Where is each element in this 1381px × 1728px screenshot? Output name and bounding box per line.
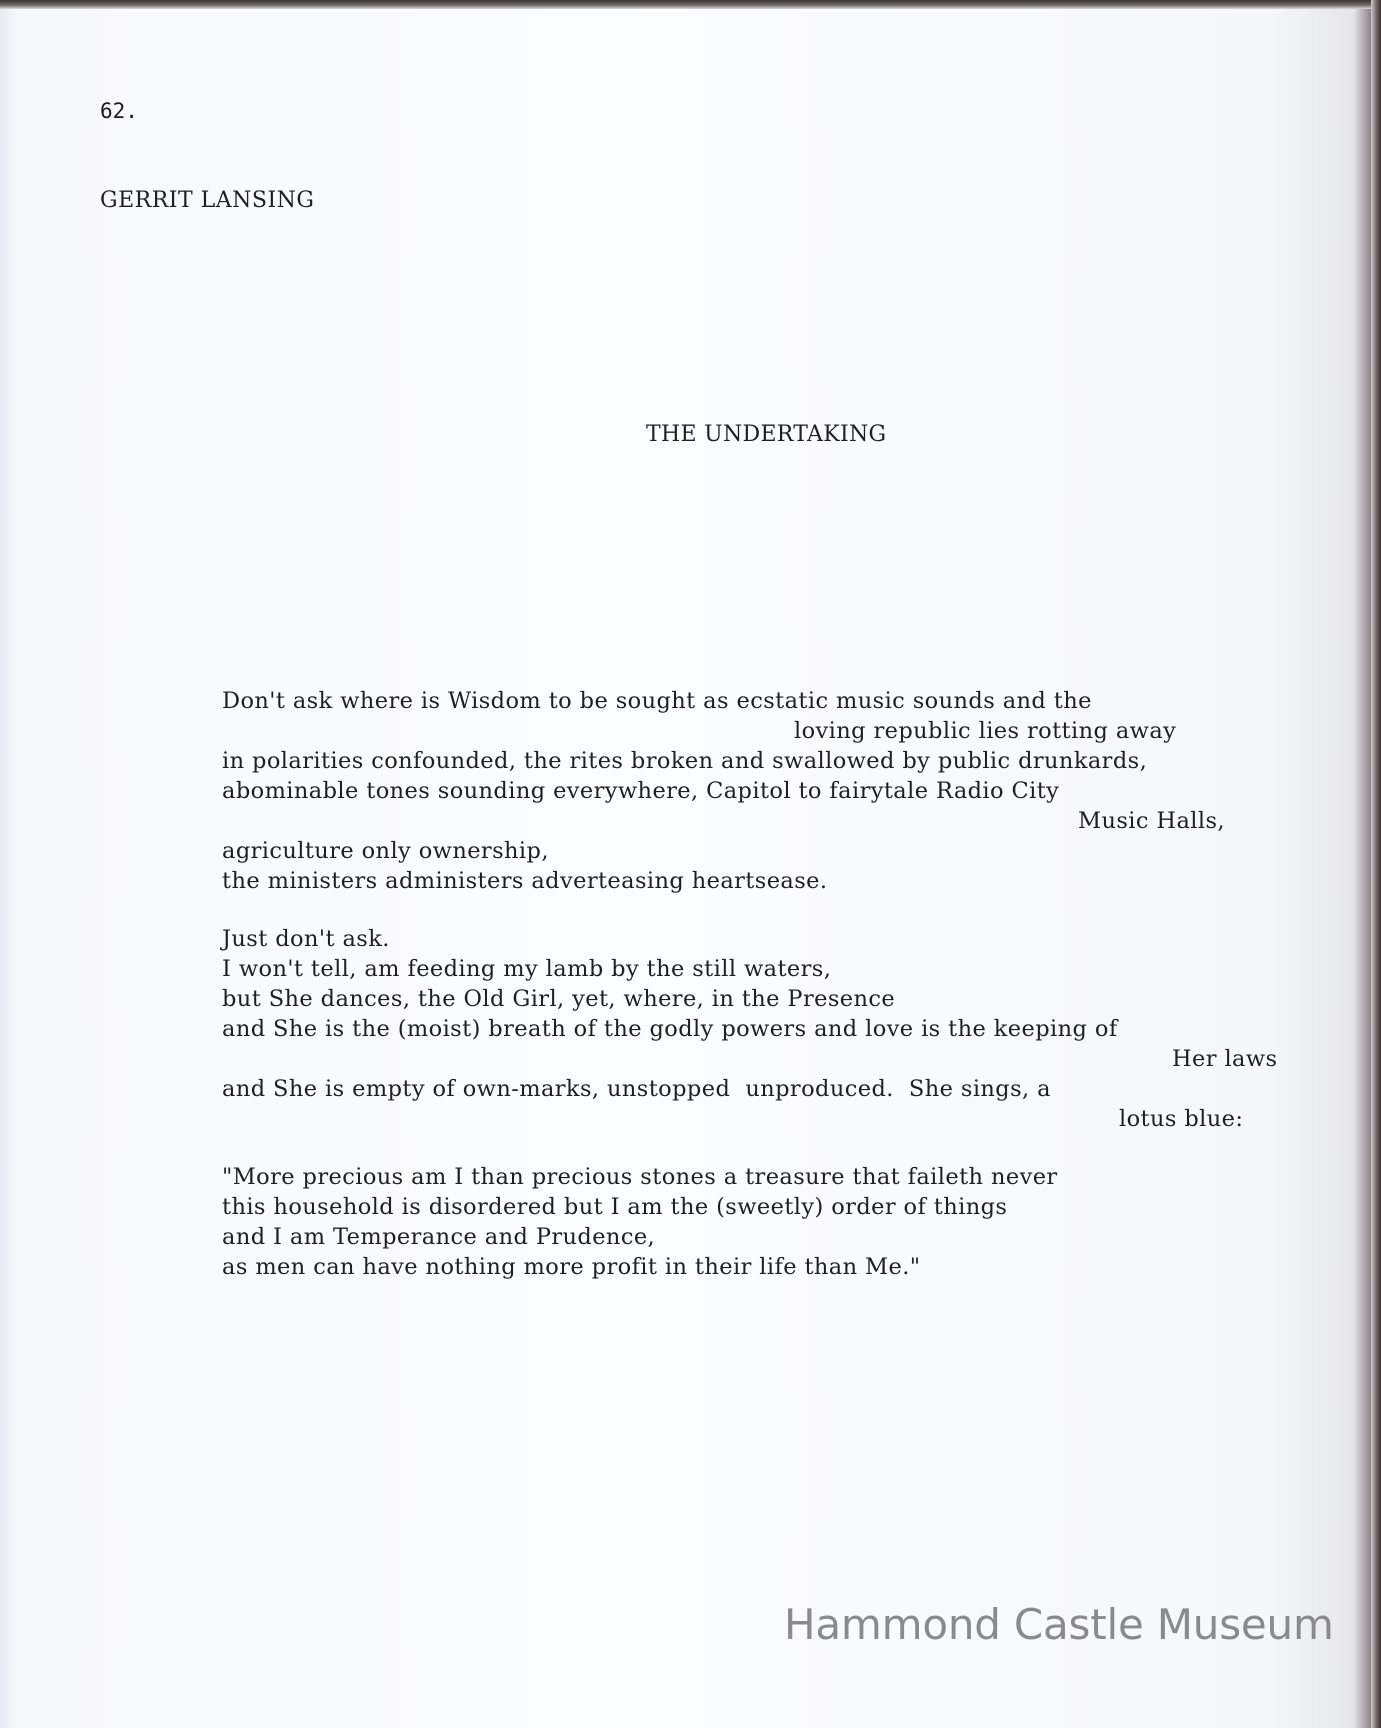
stanza-3 [222, 1162, 1302, 1282]
page-right-edge [1371, 0, 1381, 1728]
poem-title: THE UNDERTAKING [646, 422, 887, 447]
poem-line-continuation: loving republic lies rotting away [794, 718, 1177, 744]
poem-line: and She is the (moist) breath of the godly powers and love is the keeping of [222, 1016, 1118, 1042]
poem-line: agriculture only ownership, [222, 838, 549, 864]
poem-line: this household is disordered but I am the (sweetly) order of things [222, 1194, 1008, 1220]
poem-line: the ministers administers adverteasing heartsease. [222, 868, 828, 894]
page-top-edge [0, 0, 1381, 9]
poem-line: "More precious am I than precious stones a treasure that faileth never [222, 1164, 1058, 1190]
poem-line: in polarities confounded, the rites broken and swallowed by public drunkards, [222, 748, 1148, 774]
stanza-2 [222, 924, 1302, 1134]
poem-line: and She is empty of own-marks, unstopped unproduced. She sings, a [222, 1076, 1051, 1102]
stanza-gap [222, 896, 1302, 924]
stanza-gap [222, 1134, 1302, 1162]
page-number: 62. [100, 99, 138, 123]
poem-body [222, 686, 1302, 1282]
author-name: GERRIT LANSING [100, 188, 315, 213]
poem-line: abominable tones sounding everywhere, Capitol to fairytale Radio City [222, 778, 1060, 804]
poem-line: Just don't ask. [222, 926, 390, 952]
poem-line: I won't tell, am feeding my lamb by the still waters, [222, 956, 832, 982]
poem-line-continuation: Her laws [1172, 1046, 1278, 1072]
poem-line: as men can have nothing more profit in their life than Me." [222, 1254, 921, 1280]
watermark-text: Hammond Castle Museum [784, 1600, 1334, 1649]
poem-line: but She dances, the Old Girl, yet, where, in the Presence [222, 986, 896, 1012]
stanza-1 [222, 686, 1302, 896]
poem-line-continuation: Music Halls, [1078, 808, 1225, 834]
poem-line-continuation: lotus blue: [1119, 1106, 1244, 1132]
poem-line: Don't ask where is Wisdom to be sought as ecstatic music sounds and the [222, 688, 1092, 714]
poem-line: and I am Temperance and Prudence, [222, 1224, 656, 1250]
